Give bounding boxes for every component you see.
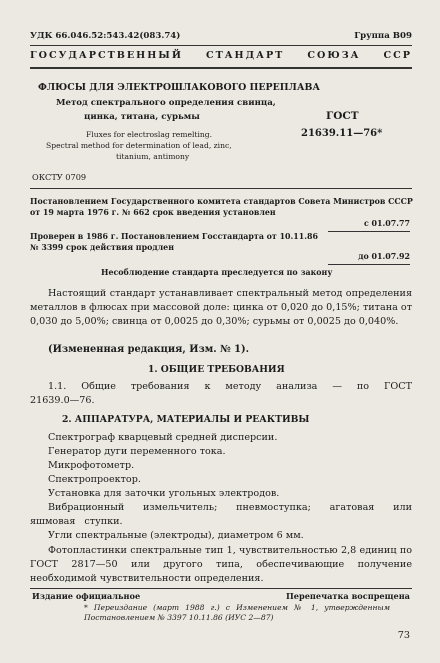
decree-date-from: с 01.07.77 — [364, 219, 410, 228]
official-edition: Издание официальное — [32, 591, 141, 601]
decree-line3: Проверен в 1986 г. Постановлением Госстандарта от 10.11.86 — [30, 232, 319, 241]
decree-line2: от 19 марта 1976 г. № 662 срок введения установлен — [30, 208, 276, 217]
gost-label: ГОСТ — [326, 110, 359, 122]
banner-rule — [30, 67, 412, 69]
section1-text: 1.1. Общие требования к методу анализа — по ГОСТ 21639.0—76. — [30, 381, 412, 406]
photoplates-paragraph: Фотопластинки спектральные тип 1, чувствительностью 2,8 единиц по ГОСТ 2817—50 или другого типа, обеспечивающие получение необходимой чувствительности определения. — [30, 545, 412, 584]
decree-line1: Постановлением Государственного комитета стандартов Совета Министров СССР — [30, 197, 413, 206]
decree-date-until: до 01.07.92 — [358, 252, 410, 261]
reissue-footnote: * Переиздание (март 1988 г.) с Изменением № 1, утвержденным Постановлением № 3397 10.11.86 (ИУС 2—87) — [84, 603, 390, 622]
reprint-prohibited: Перепечатка воспрещена — [286, 591, 410, 601]
group-code: Группа В09 — [354, 31, 412, 41]
footer-rule — [30, 588, 412, 589]
document-title: ФЛЮСЫ ДЛЯ ЭЛЕКТРОШЛАКОВОГО ПЕРЕПЛАВА — [38, 82, 321, 93]
decree-date-rule1 — [328, 231, 410, 232]
decree-date-rule2 — [328, 264, 410, 265]
okstu-code: ОКСТУ 0709 — [32, 172, 87, 182]
udk-code: УДК 66.046.52:543.42(083.74) — [30, 31, 181, 41]
equipment-item: Установка для заточки угольных электродов. — [48, 488, 280, 499]
gost-number: 21639.11—76* — [301, 128, 383, 139]
section1-heading: 1. ОБЩИЕ ТРЕБОВАНИЯ — [148, 364, 285, 375]
title-en-line2: Spectral method for determination of lead, zinc, — [46, 141, 232, 150]
equipment-item: Спектропроектор. — [48, 474, 141, 485]
subtitle-ru-line2: цинка, титана, сурьмы — [84, 112, 200, 122]
carbon-electrodes: Угли спектральные (электроды), диаметром 6 мм. — [48, 530, 304, 541]
title-en-line3: titanium, antimony — [116, 152, 190, 161]
intro-paragraph: Настоящий стандарт устанавливает спектральный метод определения металлов в флюсах при массовой доле: цинка от 0,020 до 0,15%; титана от 0,030 до 5,00%; свинца от 0,0025 до 0,30%; сурьмы от 0,0025 до 0,040%. — [30, 288, 412, 327]
equipment-item: Микрофотометр. — [48, 460, 135, 471]
header-rule — [30, 45, 412, 46]
decree-line4: № 3399 срок действия продлен — [30, 243, 174, 252]
law-warning: Несоблюдение стандарта преследуется по закону — [101, 268, 333, 277]
grinder-paragraph: Вибрационный измельчитель; пневмоступка; агатовая или яшмовая ступки. — [30, 502, 412, 527]
subtitle-ru-line1: Метод спектрального определения свинца, — [56, 98, 276, 108]
section2-heading: 2. АППАРАТУРА, МАТЕРИАЛЫ И РЕАКТИВЫ — [62, 414, 310, 425]
okstu-rule — [30, 188, 412, 189]
equipment-item: Спектрограф кварцевый средней дисперсии. — [48, 432, 278, 443]
page-number: 73 — [397, 630, 410, 641]
state-standard-banner: ГОСУДАРСТВЕННЫЙ СТАНДАРТ СОЮЗА ССР — [30, 50, 412, 61]
title-en-line1: Fluxes for electroslag remelting. — [86, 130, 213, 139]
revision-note: (Измененная редакция, Изм. № 1). — [48, 344, 249, 355]
equipment-item: Генератор дуги переменного тока. — [48, 446, 226, 457]
